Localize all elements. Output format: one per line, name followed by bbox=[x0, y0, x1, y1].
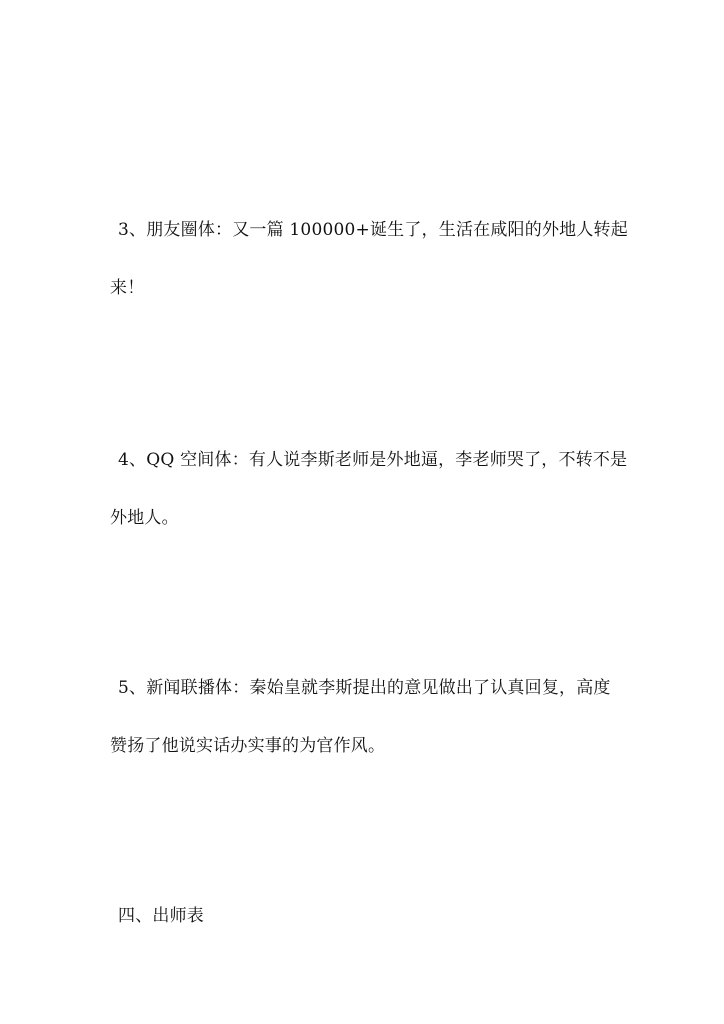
item-5-line-2: 赞扬了他说实话办实事的为官作风。 bbox=[110, 736, 386, 756]
item-4-line-1: 4、QQ 空间体：有人说李斯老师是外地逼，李老师哭了，不转不是 bbox=[118, 450, 628, 470]
section-4-heading: 四、出师表 bbox=[118, 906, 204, 926]
item-3-line-1: 3、朋友圈体：又一篇 100000+诞生了，生活在咸阳的外地人转起 bbox=[118, 220, 628, 240]
item-5-line-1: 5、新闻联播体：秦始皇就李斯提出的意见做出了认真回复，高度 bbox=[118, 678, 611, 698]
item-3-line-2: 来！ bbox=[110, 278, 145, 298]
item-4-line-2: 外地人。 bbox=[110, 508, 179, 528]
